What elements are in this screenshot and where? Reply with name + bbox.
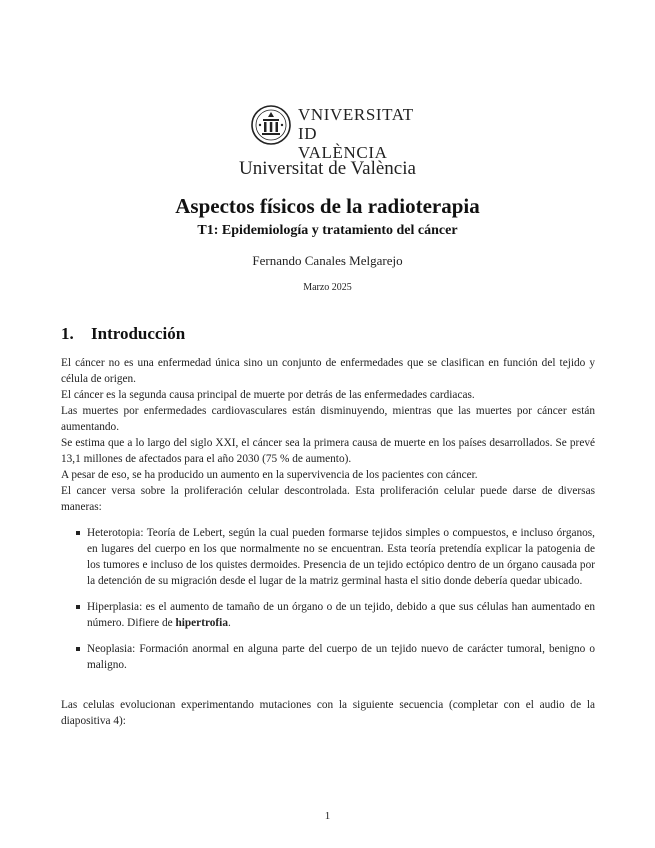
list-item-text-end: . — [227, 617, 231, 629]
paragraph: Se estima que a lo largo del siglo XXI, el cáncer sea la primera causa de muerte en los países desarrollados. Se prevé 13,1 millones de afectados para el año 2030 (75 % de aumento). — [61, 437, 595, 465]
paragraph: Las celulas evolucionan experimentando mutaciones con la siguiente secuencia (completar con el audio de la diapositiva 4): — [61, 699, 595, 727]
bullet-icon — [76, 605, 80, 609]
bullet-icon — [76, 647, 80, 651]
bullet-list — [61, 525, 595, 673]
paragraph: El cáncer no es una enfermedad única sino un conjunto de enfermedades que se clasifican en función del tejido y célula de origen. — [61, 357, 595, 385]
section-number: 1. — [61, 324, 74, 343]
emphasis-term: hipertrofia — [175, 617, 228, 629]
author: Fernando Canales Melgarejo — [252, 253, 403, 268]
logo-line-2: ID VALÈNCIA — [298, 124, 388, 162]
paragraph: A pesar de eso, se ha producido un aumento en la supervivencia de los pacientes con cáncer. — [61, 469, 478, 481]
paragraph: El cancer versa sobre la proliferación celular descontrolada. Esta proliferación celular puede darse de diversas maneras: — [61, 485, 595, 513]
list-item-text: Heterotopia: Teoría de Lebert, según la cual pueden formarse tejidos simples o compuestos, e incluso órganos, en lugares del cuerpo en los que normalmente no se encuentran. Esta teoría pretendía explicar la patogenia de los tumores e incluso de los quistes dermoides. Presencia de un tejido ectópico dentro de un órgano causada por la detención de su migración desde el lugar de la matriz germinal hasta el sitio donde debería quedar ubicado. — [87, 527, 595, 587]
intro-paragraphs — [61, 355, 595, 515]
section-title: Introducción — [91, 324, 186, 343]
list-item-text: Neoplasia: Formación anormal en alguna parte del cuerpo de un tejido nuevo de carácter tumoral, benigno o maligno. — [87, 643, 595, 671]
university-logo — [250, 104, 414, 162]
bullet-icon — [76, 531, 80, 535]
university-seal-icon — [250, 104, 292, 146]
page-number: 1 — [324, 810, 331, 822]
document-title: Aspectos físicos de la radioterapia — [175, 194, 480, 218]
university-name: Universitat de València — [239, 158, 416, 179]
date: Marzo 2025 — [303, 282, 352, 293]
list-item — [61, 641, 595, 673]
logo-line-1: VNIVERSITAT — [298, 105, 414, 124]
section-heading — [61, 324, 185, 344]
paragraph: El cáncer es la segunda causa principal de muerte por detrás de las enfermedades cardiacas. — [61, 389, 475, 401]
paragraph: Las muertes por enfermedades cardiovasculares están disminuyendo, mientras que las muertes por cáncer están aumentando. — [61, 405, 595, 433]
logo-wordmark — [298, 105, 414, 162]
list-item — [61, 525, 595, 589]
list-item — [61, 599, 595, 631]
list-item-text: Hiperplasia: es el aumento de tamaño de un órgano o de un tejido, debido a que sus células han aumentado en número. Difiere de — [87, 601, 595, 629]
document-subtitle: T1: Epidemiología y tratamiento del cáncer — [197, 223, 458, 238]
closing-paragraph — [61, 697, 595, 729]
